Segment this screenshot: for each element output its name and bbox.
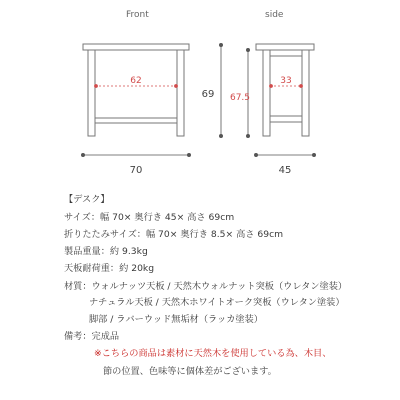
side-depth-dimension-end bbox=[254, 153, 257, 156]
front-height-dimension-end bbox=[219, 43, 222, 46]
spec-heading: 【デスク】 bbox=[64, 194, 110, 205]
side-height-dimension-end bbox=[246, 134, 249, 137]
side-height-dimension-end bbox=[246, 48, 249, 51]
front-height-dimension-end bbox=[219, 134, 222, 137]
front-left-leg bbox=[88, 50, 95, 136]
side-total-depth-value: 45 bbox=[278, 165, 292, 176]
front-view-desk bbox=[83, 44, 189, 136]
front-inner-width-dimension-end bbox=[175, 85, 178, 88]
spec-note-line-1: ※こちらの商品は素材に天然木を使用している為、木目、 bbox=[94, 348, 332, 359]
spec-material-2: ナチュラル天板 / 天然木ホワイトオーク突板（ウレタン塗装） bbox=[89, 297, 345, 308]
front-view-label: Front bbox=[126, 10, 149, 20]
spec-material-1: 材質：ウォルナッツ天板 / 天然木ウォルナット突板（ウレタン塗装） bbox=[64, 281, 348, 292]
side-desktop-board bbox=[256, 44, 314, 50]
spec-folded-size: 折りたたみサイズ：幅 70× 奥行き 8.5× 高さ 69cm bbox=[64, 229, 284, 240]
spec-remarks: 備考：完成品 bbox=[64, 331, 120, 342]
side-view-label: side bbox=[265, 10, 284, 20]
spec-size: サイズ：幅 70× 奥行き 45× 高さ 69cm bbox=[64, 212, 235, 223]
front-width-dimension-end bbox=[187, 153, 190, 156]
side-inner-width-dimension-end bbox=[300, 85, 303, 88]
side-inner-width-dimension-end bbox=[270, 85, 273, 88]
front-desktop-board bbox=[83, 44, 189, 50]
side-view-desk bbox=[256, 44, 314, 136]
side-front-leg bbox=[302, 50, 309, 136]
spec-load: 天板耐荷重：約 20kg bbox=[64, 263, 155, 274]
spec-material-3: 脚部 / ラバーウッド無垢材（ラッカ塗装） bbox=[89, 314, 263, 325]
front-inner-width-dimension-end bbox=[95, 85, 98, 88]
spec-weight: 製品重量：約 9.3kg bbox=[64, 246, 148, 257]
side-inner-width-value: 33 bbox=[280, 76, 292, 86]
front-total-width-value: 70 bbox=[129, 165, 143, 176]
side-depth-dimension-end bbox=[312, 153, 315, 156]
front-right-leg bbox=[177, 50, 184, 136]
side-bottom-rail bbox=[270, 116, 302, 122]
spec-note-line-2: 節の位置、色味等に個体差がございます。 bbox=[103, 366, 277, 377]
front-inner-width-value: 62 bbox=[130, 76, 142, 86]
side-back-leg bbox=[263, 50, 270, 136]
front-height-value: 69 bbox=[201, 89, 215, 100]
front-width-dimension-end bbox=[81, 153, 84, 156]
front-bottom-rail bbox=[95, 118, 177, 123]
side-height-value: 67.5 bbox=[229, 93, 251, 103]
desk-dimension-drawing bbox=[0, 0, 400, 190]
